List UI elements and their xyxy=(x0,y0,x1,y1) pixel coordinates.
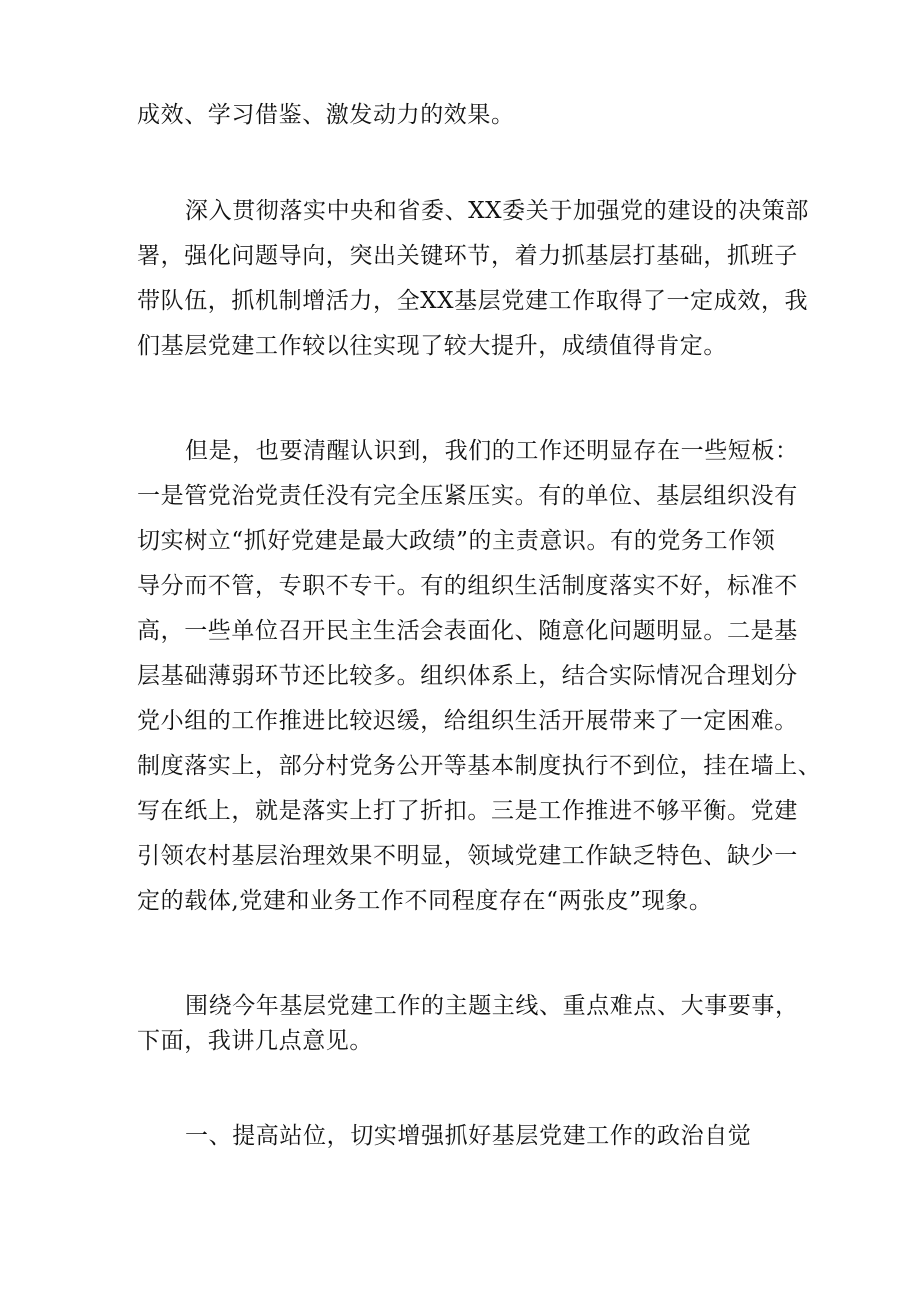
paragraph-line: 深入贯彻落实中央和省委、XX委关于加强党的建设的决策部 xyxy=(185,198,809,224)
paragraph-line: 署，强化问题导向，突出关键环节，着力抓基层打基础，抓班子 xyxy=(137,243,798,269)
paragraph-line: 定的载体,党建和业务工作不同程度存在“两张皮”现象。 xyxy=(137,888,713,914)
paragraph-line: 高，一些单位召开民主生活会表面化、随意化问题明显。二是基 xyxy=(137,618,798,644)
paragraph-line: 带队伍，抓机制增活力，全XX基层党建工作取得了一定成效，我 xyxy=(137,288,809,314)
paragraph-line: 围绕今年基层党建工作的主题主线、重点难点、大事要事， xyxy=(185,993,799,1019)
paragraph-line: 下面，我讲几点意见。 xyxy=(137,1028,373,1054)
paragraph-line: 层基础薄弱环节还比较多。组织体系上，结合实际情况合理划分 xyxy=(137,663,798,689)
paragraph-line: 一是管党治党责任没有完全压紧压实。有的单位、基层组织没有 xyxy=(137,483,798,509)
paragraph-line: 党小组的工作推进比较迟缓，给组织生活开展带来了一定困难。 xyxy=(137,708,798,734)
paragraph-line: 导分而不管，专职不专干。有的组织生活制度落实不好，标准不 xyxy=(137,573,798,599)
paragraph-line: 们基层党建工作较以往实现了较大提升，成绩值得肯定。 xyxy=(137,333,727,359)
paragraph-line: 但是，也要清醒认识到，我们的工作还明显存在一些短板： xyxy=(185,438,799,464)
paragraph-line: 引领农村基层治理效果不明显，领域党建工作缺乏特色、缺少一 xyxy=(137,843,798,869)
paragraph-line: 制度落实上，部分村党务公开等基本制度执行不到位，挂在墙上、 xyxy=(137,753,822,779)
section-heading: 一、提高站位，切实增强抓好基层党建工作的政治自觉 xyxy=(185,1123,752,1149)
paragraph-line: 成效、学习借鉴、激发动力的效果。 xyxy=(137,102,515,128)
paragraph-line: 写在纸上，就是落实上打了折扣。三是工作推进不够平衡。党建 xyxy=(137,798,798,824)
paragraph-line: 切实树立“抓好党建是最大政绩”的主责意识。有的党务工作领 xyxy=(137,528,776,554)
